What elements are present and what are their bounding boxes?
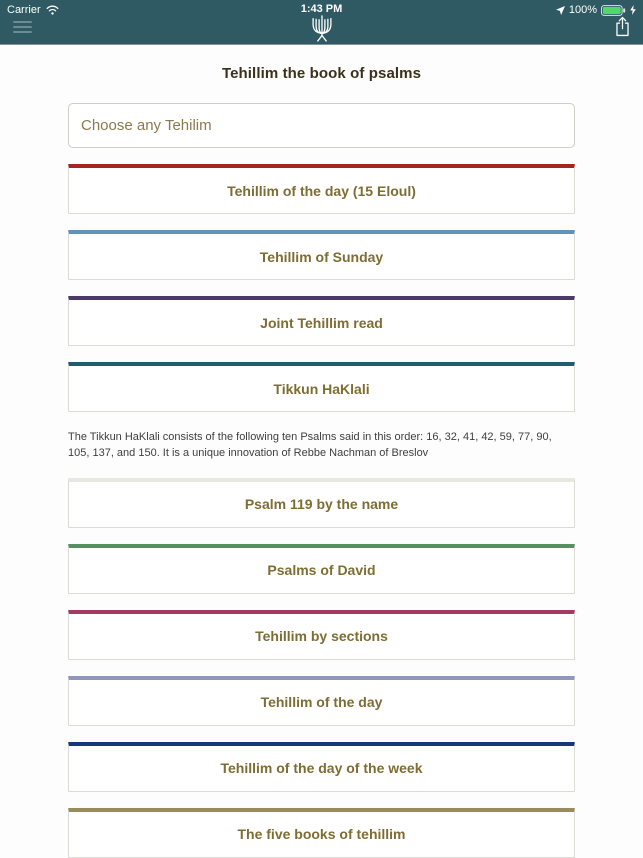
tikkun-haklali-button[interactable]: Tikkun HaKlali bbox=[68, 362, 575, 412]
battery-icon bbox=[601, 5, 626, 16]
button-list-top bbox=[68, 164, 575, 412]
tikkun-haklali-note: The Tikkun HaKlali consists of the following ten Psalms said in this order: 16, 32, 41, 42, 59, 77, 90, 105, 137, and 150. It is a unique innovation of Rebbe Nachman of Breslov bbox=[68, 431, 552, 459]
hamburger-menu-icon bbox=[13, 21, 32, 23]
page-title: Tehillim the book of psalms bbox=[221, 65, 422, 82]
carrier-label: Carrier bbox=[7, 4, 41, 16]
location-arrow-icon bbox=[556, 6, 565, 15]
choose-tehilim-input[interactable] bbox=[68, 103, 575, 148]
psalm-119-by-the-name-button[interactable]: Psalm 119 by the name bbox=[68, 478, 575, 528]
share-icon bbox=[614, 15, 631, 38]
top-bar bbox=[0, 0, 643, 45]
share-button[interactable] bbox=[614, 15, 631, 38]
joint-tehillim-read-button[interactable]: Joint Tehillim read bbox=[68, 296, 575, 346]
clock-label: 1:43 PM bbox=[300, 3, 343, 15]
psalms-of-david-button[interactable]: Psalms of David bbox=[68, 544, 575, 594]
tehillim-of-sunday-button[interactable]: Tehillim of Sunday bbox=[68, 230, 575, 280]
menorah-icon bbox=[304, 14, 340, 43]
the-five-books-of-tehillim-button[interactable]: The five books of tehillim bbox=[68, 808, 575, 858]
tehillim-of-the-day-button[interactable]: Tehillim of the day bbox=[68, 676, 575, 726]
tehillim-of-the-day-15-eloul-button[interactable]: Tehillim of the day (15 Eloul) bbox=[68, 164, 575, 214]
tehillim-by-sections-button[interactable]: Tehillim by sections bbox=[68, 610, 575, 660]
status-left bbox=[7, 4, 59, 16]
button-list-bottom bbox=[68, 478, 575, 858]
menu-button[interactable] bbox=[13, 21, 32, 33]
content-area bbox=[0, 65, 643, 858]
tehillim-of-the-day-of-the-week-button[interactable]: Tehillim of the day of the week bbox=[68, 742, 575, 792]
charging-bolt-icon bbox=[630, 5, 636, 15]
wifi-icon bbox=[46, 5, 59, 15]
battery-percent-label: 100% bbox=[568, 4, 597, 16]
